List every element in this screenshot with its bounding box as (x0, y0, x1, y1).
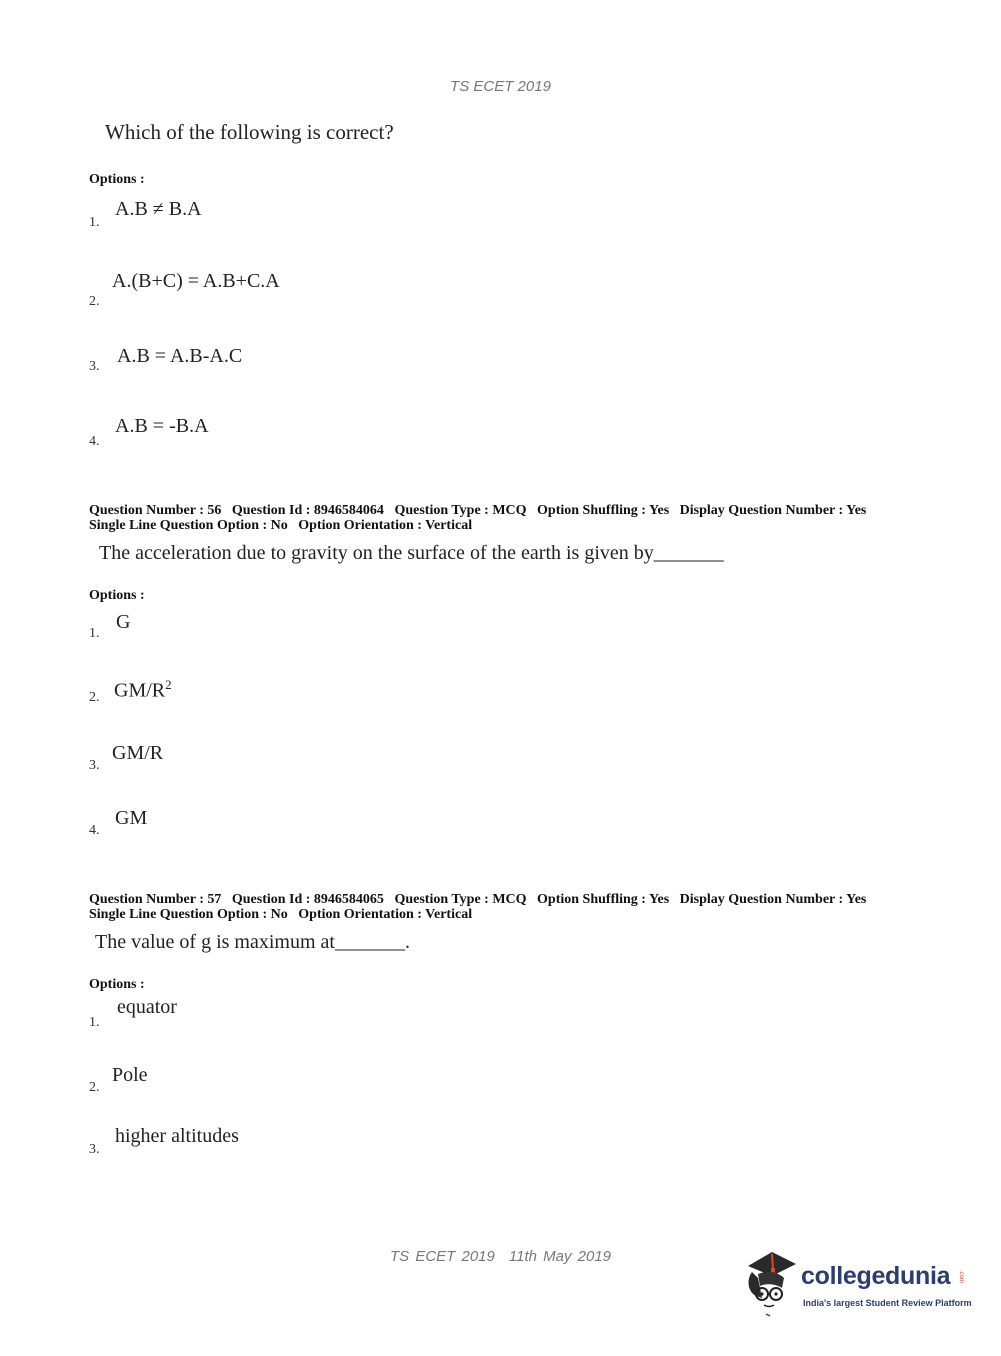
q57-option-1-text: equator (117, 996, 177, 1018)
q56-option-2-text (114, 677, 172, 703)
q56-meta-line-2 (89, 518, 873, 533)
q57-meta-question-number: Question Number : 57 (89, 892, 222, 907)
q56-meta-orientation: Option Orientation : Vertical (298, 518, 473, 533)
q56-meta-question-type: Question Type : MCQ (394, 503, 527, 518)
q55-option-2-text: A.(B+C) = A.B+C.A (112, 270, 280, 292)
q56-option-1-number: 1. (89, 626, 100, 641)
q57-meta-question-type: Question Type : MCQ (394, 892, 527, 907)
page-header-title: TS ECET 2019 (450, 78, 551, 95)
q56-meta-display-number: Display Question Number : Yes (679, 503, 867, 518)
logo-com: .com (958, 1270, 964, 1284)
q56-option-2-base: GM/R (114, 679, 166, 702)
q57-option-3-number: 3. (89, 1142, 100, 1157)
q55-options-label: Options : (89, 172, 145, 187)
q56-meta (89, 503, 873, 533)
q57-meta-question-id: Question Id : 8946584065 (231, 892, 384, 907)
q55-option-1-text: A.B ≠ B.A (115, 198, 202, 220)
collegedunia-logo (742, 1248, 972, 1318)
q56-option-3-text: GM/R (112, 742, 164, 764)
q57-meta-line-2 (89, 907, 873, 922)
q55-option-4-number: 4. (89, 434, 100, 449)
q55-option-3-number: 3. (89, 359, 100, 374)
logo-tagline: India's largest Student Review Platform (803, 1298, 972, 1308)
q55-option-3-text: A.B = A.B-A.C (117, 345, 243, 367)
q56-option-3-number: 3. (89, 758, 100, 773)
question-55-text: Which of the following is correct? (105, 120, 394, 144)
footer-date: 11th May 2019 (508, 1248, 611, 1265)
q57-meta-single-line: Single Line Question Option : No (89, 907, 288, 922)
footer-exam: TS ECET 2019 (389, 1248, 495, 1265)
q56-meta-single-line: Single Line Question Option : No (89, 518, 288, 533)
q56-option-4-number: 4. (89, 823, 100, 838)
logo-wordmark: collegedunia (801, 1262, 951, 1290)
q56-option-1-text: G (116, 611, 131, 633)
q56-meta-line-1 (89, 503, 873, 518)
q57-meta-line-1 (89, 892, 873, 907)
question-56-text: The acceleration due to gravity on the surface of the earth is given by_______ (99, 542, 724, 564)
q55-option-4-text: A.B = -B.A (115, 415, 209, 437)
q56-option-2-superscript: 2 (165, 677, 172, 692)
q57-meta-option-shuffling: Option Shuffling : Yes (537, 892, 670, 907)
mascot-icon (742, 1248, 802, 1318)
q57-option-3-text: higher altitudes (115, 1125, 239, 1147)
q57-options-label: Options : (89, 977, 145, 992)
q57-option-2-number: 2. (89, 1080, 100, 1095)
q56-meta-question-id: Question Id : 8946584064 (231, 503, 384, 518)
q57-option-1-number: 1. (89, 1015, 100, 1030)
q57-meta-display-number: Display Question Number : Yes (679, 892, 867, 907)
q55-option-1-number: 1. (89, 215, 100, 230)
question-57-text: The value of g is maximum at_______. (95, 931, 410, 953)
q56-option-4-text: GM (115, 807, 148, 829)
q57-meta-orientation: Option Orientation : Vertical (298, 907, 473, 922)
q57-option-2-text: Pole (112, 1064, 148, 1086)
q57-meta (89, 892, 873, 922)
q56-options-label: Options : (89, 588, 145, 603)
q55-option-2-number: 2. (89, 294, 100, 309)
q56-option-2-number: 2. (89, 690, 100, 705)
q56-meta-question-number: Question Number : 56 (89, 503, 222, 518)
q56-meta-option-shuffling: Option Shuffling : Yes (537, 503, 670, 518)
